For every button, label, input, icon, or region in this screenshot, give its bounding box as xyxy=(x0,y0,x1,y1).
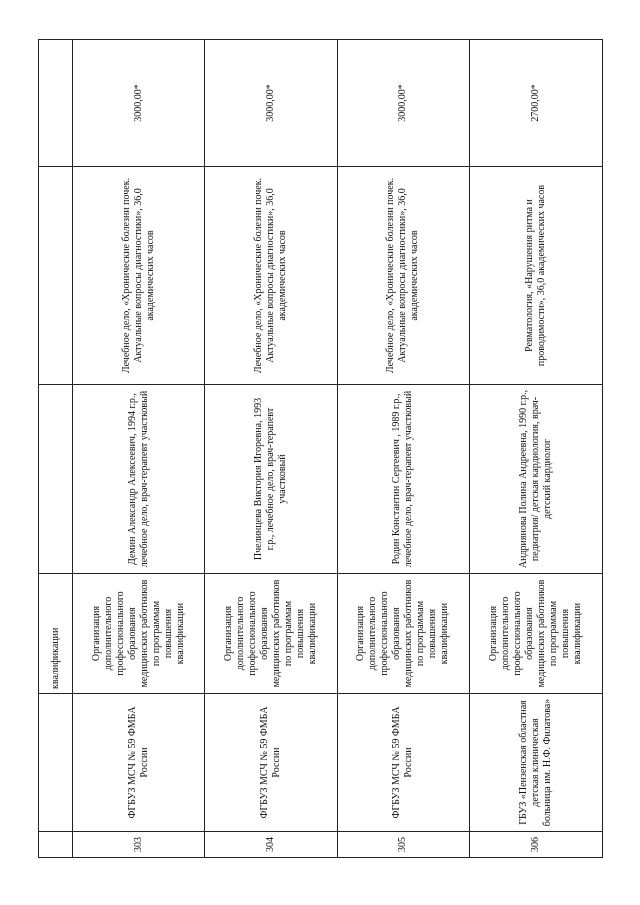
table-row xyxy=(205,40,337,858)
cell-course: Лечебное дело, «Хронические болезни почек. Актуальные вопросы диагностики», 36,0 академических часов xyxy=(337,167,469,385)
cell-cost: 3000,00* xyxy=(205,40,337,167)
cell-person: Пчелинцева Виктория Игоревна, 1993 г.р., лечебное дело, врач-терапевт участковый xyxy=(205,385,337,574)
cell-program-type: Организация дополнительного профессионального образования медицинских работников по программам повышения квалификации xyxy=(469,574,602,694)
cell-program-type: Организация дополнительного профессионального образования медицинских работников по программам повышения квалификации xyxy=(337,574,469,694)
cell-cost: 2700,00* xyxy=(469,40,602,167)
cell-organization: ФГБУЗ МСЧ № 59 ФМБА России xyxy=(205,694,337,832)
cell-number: 306 xyxy=(469,832,602,858)
table-row-continuation xyxy=(39,40,73,858)
cell-organization: ФГБУЗ МСЧ № 59 ФМБА России xyxy=(73,694,205,832)
cell-course: Лечебное дело, «Хронические болезни почек. Актуальные вопросы диагностики», 36,0 академических часов xyxy=(73,167,205,385)
cell-program-type: Организация дополнительного профессионального образования медицинских работников по программам повышения квалификации xyxy=(205,574,337,694)
cell-empty xyxy=(39,694,73,832)
cell-number: 303 xyxy=(73,832,205,858)
cell-person: Андриянова Полина Андреевна, 1990 г.р., педиатрия/ детская кардиология, врач-детский кардиолог xyxy=(469,385,602,574)
cell-cost: 3000,00* xyxy=(337,40,469,167)
table-row xyxy=(469,40,602,858)
cell-number: 305 xyxy=(337,832,469,858)
cell-program-type: Организация дополнительного профессионального образования медицинских работников по программам повышения квалификации xyxy=(73,574,205,694)
training-table xyxy=(38,39,603,858)
cell-cost: 3000,00* xyxy=(73,40,205,167)
cell-organization: ГБУЗ «Пензенская областная детская клиническая больница им. Н.Ф. Филатова» xyxy=(469,694,602,832)
cell-course: Ревматология, «Нарушения ритма и проводимости», 36,0 академических часов xyxy=(469,167,602,385)
cell-organization: ФГБУЗ МСЧ № 59 ФМБА России xyxy=(337,694,469,832)
cell-empty xyxy=(39,40,73,167)
cell-empty xyxy=(39,832,73,858)
cell-number: 304 xyxy=(205,832,337,858)
cell-person: Демин Александр Алексеевич, 1994 г.р., лечебное дело, врач-терапевт участковый xyxy=(73,385,205,574)
cell-program-type-continuation: квалификации xyxy=(39,574,73,694)
table-row xyxy=(337,40,469,858)
cell-person: Родин Константин Сергеевич , 1989 г.р., лечебное дело, врач-терапевт участковый xyxy=(337,385,469,574)
cell-empty xyxy=(39,385,73,574)
rotated-table-wrapper xyxy=(38,40,603,858)
cell-empty xyxy=(39,167,73,385)
cell-course: Лечебное дело, «Хронические болезни почек. Актуальные вопросы диагностики», 36,0 академических часов xyxy=(205,167,337,385)
table-row xyxy=(73,40,205,858)
